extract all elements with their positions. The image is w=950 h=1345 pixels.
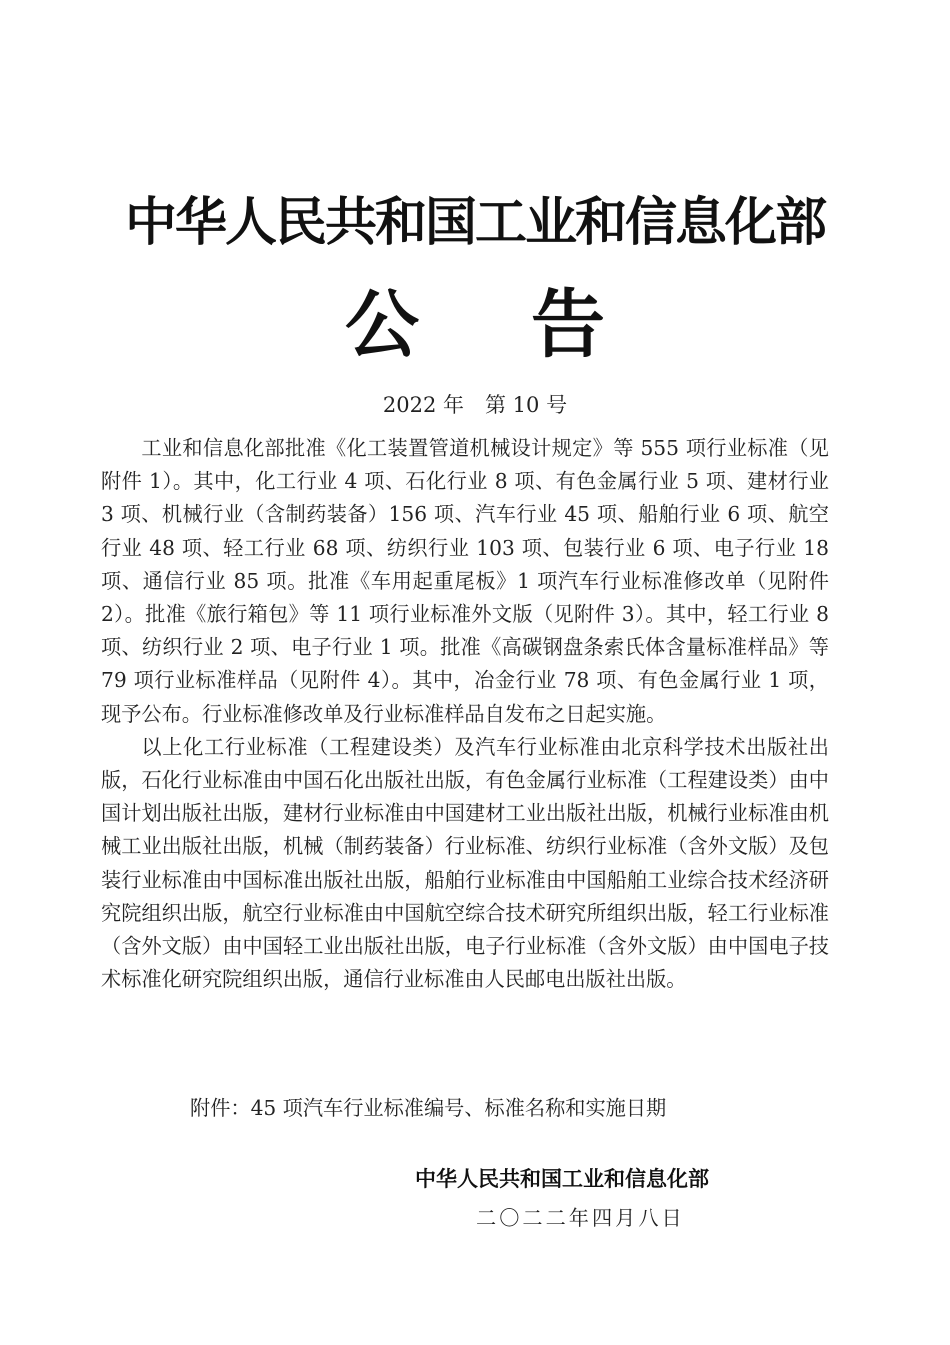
document-number: 2022 年 第 10 号 (382, 393, 568, 417)
body-paragraph: 工业和信息化部批准《化工装置管道机械设计规定》等 555 项行业标准（见附件 1）。其中，化工行业 4 项、石化行业 8 项、有色金属行业 5 项、建材行业 3 项、机械行业（含制药装备）156 项、汽车行业 45 项、船舶行业 6 项、航空行业 48 项、轻工行业 68 项、纺织行业 103 项、包装行业 6 项、电子行业 18 项、通信行业 85 项。批准《车用起重尾板》1 项汽车行业标准修改单（见附件 2）。批准《旅行箱包》等 11 项行业标准外文版（见附件 3）。其中，轻工行业 8 项、纺织行业 2 项、电子行业 1 项。批准《高碳钢盘条索氏体含量标准样品》等 79 项行业标准样品（见附件 4）。其中，冶金行业 78 项、有色金属行业 1 项，现予公布。行业标准修改单及行业标准样品自发布之日起实施。 (101, 436, 829, 726)
attachment-note: 附件：45 项汽车行业标准编号、标准名称和实施日期 (190, 1096, 667, 1120)
announcement-body (101, 432, 829, 996)
document-type-title: 公告 (345, 282, 717, 368)
body-paragraph: 以上化工行业标准（工程建设类）及汽车行业标准由北京科学技术出版社出版，石化行业标准由中国石化出版社出版，有色金属行业标准（工程建设类）由中国计划出版社出版，建材行业标准由中国建材工业出版社出版，机械行业标准由机械工业出版社出版，机械（制药装备）行业标准、纺织行业标准（含外文版）及包装行业标准由中国标准出版社出版，船舶行业标准由中国船舶工业综合技术经济研究院组织出版，航空行业标准由中国航空综合技术研究所组织出版，轻工行业标准（含外文版）由中国轻工业出版社出版，电子行业标准（含外文版）由中国电子技术标准化研究院组织出版，通信行业标准由人民邮电出版社出版。 (101, 734, 829, 992)
signatory: 中华人民共和国工业和信息化部 (415, 1167, 709, 1191)
signing-date: 二〇二二年四月八日 (476, 1206, 685, 1230)
ministry-title: 中华人民共和国工业和信息化部 (124, 193, 825, 253)
